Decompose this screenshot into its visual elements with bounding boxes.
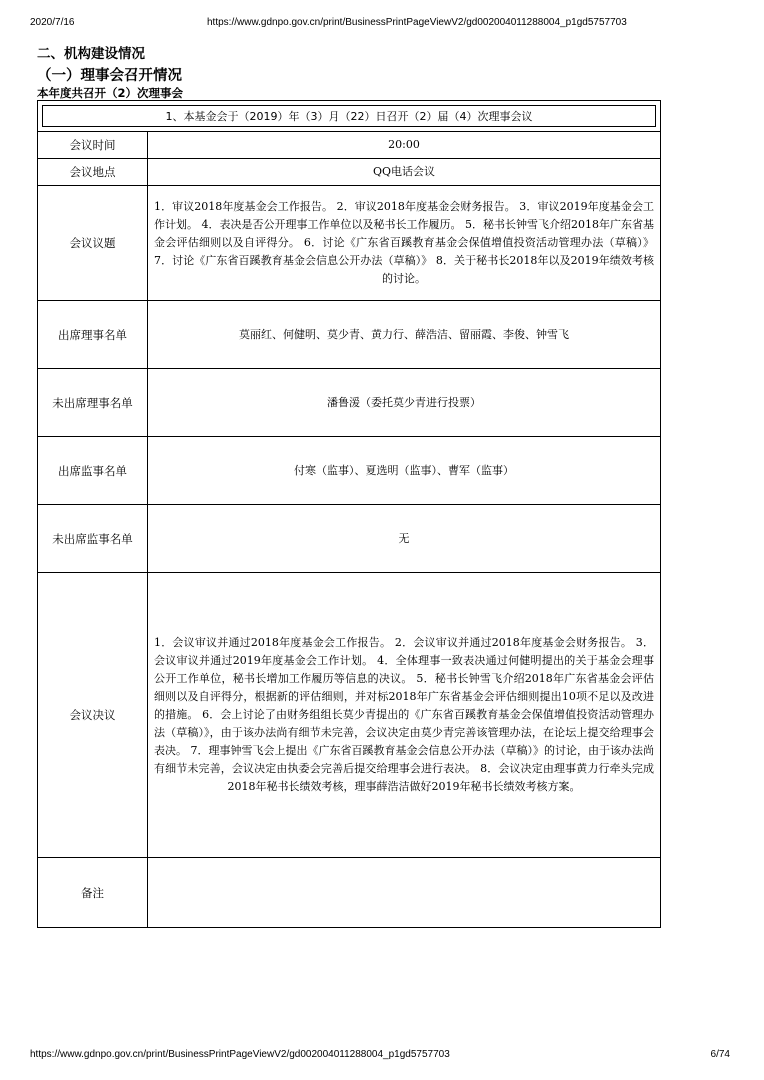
row-label-location: 会议地点	[38, 159, 148, 186]
row-value-absent-supervisors: 无	[148, 505, 661, 573]
print-footer-url: https://www.gdnpo.gov.cn/print/BusinessPrintPageViewV2/gd002004011288004_p1gd5757703	[30, 1049, 450, 1060]
table-row	[38, 437, 661, 505]
row-value-attending-directors: 莫丽红、何健明、莫少青、黄力行、薛浩洁、留丽霞、李俊、钟雪飞	[148, 301, 661, 369]
page-number: 6/74	[710, 1049, 730, 1060]
meeting-table	[37, 100, 661, 928]
meeting-heading-frame	[42, 105, 656, 127]
row-label-resolutions: 会议决议	[38, 573, 148, 858]
row-value-time: 20:00	[148, 132, 661, 159]
print-date: 2020/7/16	[30, 17, 75, 28]
table-row	[38, 505, 661, 573]
row-value-resolutions: 1．会议审议并通过2018年度基金会工作报告。 2．会议审议并通过2018年度基金会财务报告。 3．会议审议并通过2019年度基金会工作计划。 4．全体理事一致表决通过何健明提出的关于基金会理事公开工作单位，秘书长增加工作履历等信息的决议。 5．秘书长钟雪飞介绍2018年广东省基金会评估细则以及自评得分，根据新的评估细则，并对标2018年广东省基金会评估细则提出10项不足以及改进的措施。 6．会上讨论了由财务组组长莫少青提出的《广东省百蹊教育基金会保值增值投资活动管理办法（草稿）》，由于该办法尚有细节未完善，会议决定由莫少青完善该管理办法，在论坛上提交给理事会表决。 7．理事钟雪飞会上提出《广东省百蹊教育基金会信息公开办法（草稿）》的讨论，由于该办法尚有细节未完善，会议决定由执委会完善后提交给理事会进行表决。 8．会议决定由理事黄力行牵头完成2018年秘书长绩效考核，理事薛浩洁做好2019年秘书长绩效考核方案。	[148, 573, 661, 858]
row-label-absent-directors: 未出席理事名单	[38, 369, 148, 437]
table-row	[38, 186, 661, 301]
section-title: 二、机构建设情况	[37, 46, 145, 62]
table-row	[38, 858, 661, 928]
table-row	[38, 159, 661, 186]
meeting-heading: 1、本基金会于（2019）年（3）月（22）日召开（2）届（4）次理事会议	[165, 110, 533, 123]
row-label-time: 会议时间	[38, 132, 148, 159]
table-row	[38, 132, 661, 159]
table-row	[38, 573, 661, 858]
row-value-attending-supervisors: 付寒（监事）、夏选明（监事）、曹军（监事）	[148, 437, 661, 505]
row-value-topics: 1．审议2018年度基金会工作报告。 2．审议2018年度基金会财务报告。 3．审议2019年度基金会工作计划。 4．表决是否公开理事工作单位以及秘书长工作履历。 5．秘书长钟雪飞介绍2018年广东省基金会评估细则以及自评得分。 6．讨论《广东省百蹊教育基金会保值增值投资活动管理办法（草稿）》 7．讨论《广东省百蹊教育基金会信息公开办法（草稿）》 8．关于秘书长2018年以及2019年绩效考核的讨论。	[148, 186, 661, 301]
row-value-absent-directors: 潘鲁湲（委托莫少青进行投票）	[148, 369, 661, 437]
table-row	[38, 301, 661, 369]
sub-title: （一）理事会召开情况	[37, 68, 182, 84]
row-value-location: QQ电话会议	[148, 159, 661, 186]
row-value-remarks	[148, 858, 661, 928]
row-label-topics: 会议议题	[38, 186, 148, 301]
row-label-attending-supervisors: 出席监事名单	[38, 437, 148, 505]
row-label-absent-supervisors: 未出席监事名单	[38, 505, 148, 573]
meeting-count: 本年度共召开（2）次理事会	[37, 86, 184, 100]
table-row	[38, 369, 661, 437]
print-header-url: https://www.gdnpo.gov.cn/print/BusinessPrintPageViewV2/gd002004011288004_p1gd5757703	[207, 17, 627, 28]
row-label-remarks: 备注	[38, 858, 148, 928]
row-label-attending-directors: 出席理事名单	[38, 301, 148, 369]
meeting-heading-row	[38, 101, 661, 132]
